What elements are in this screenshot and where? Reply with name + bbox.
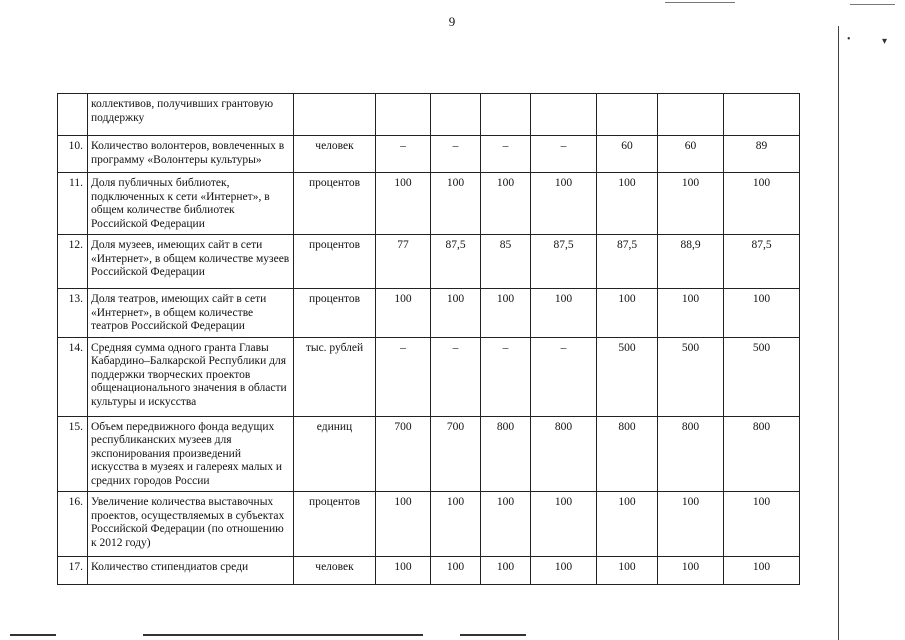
unit-cell: процентов — [294, 492, 376, 557]
value-cell: 100 — [658, 557, 724, 585]
value-cell: 89 — [724, 136, 800, 173]
value-cell: 100 — [376, 557, 431, 585]
indicator-name: Доля публичных библиотек, подключенных к сети «Интернет», в общем количестве библиотек Российской Федерации — [88, 173, 294, 235]
indicator-name: Количество стипендиатов среди — [88, 557, 294, 585]
indicator-name: коллективов, получивших грантовую поддержку — [88, 94, 294, 136]
value-cell: – — [376, 337, 431, 416]
row-number: 10. — [58, 136, 88, 173]
value-cell: – — [531, 136, 597, 173]
value-cell: 500 — [724, 337, 800, 416]
row-number: 17. — [58, 557, 88, 585]
footer-line — [10, 634, 56, 636]
value-cell: 700 — [431, 416, 481, 492]
scan-artifact-line — [850, 4, 895, 5]
value-cell: 100 — [481, 289, 531, 338]
value-cell: 800 — [658, 416, 724, 492]
value-cell: 100 — [431, 492, 481, 557]
scan-artifact-line — [665, 2, 735, 3]
value-cell: 100 — [658, 289, 724, 338]
value-cell: 100 — [431, 173, 481, 235]
value-cell — [658, 94, 724, 136]
value-cell: 100 — [531, 557, 597, 585]
row-number: 13. — [58, 289, 88, 338]
value-cell: 800 — [481, 416, 531, 492]
value-cell: 500 — [597, 337, 658, 416]
value-cell: 100 — [481, 173, 531, 235]
value-cell: 100 — [481, 492, 531, 557]
footer-line — [143, 634, 423, 636]
value-cell: 100 — [724, 289, 800, 338]
row-number: 14. — [58, 337, 88, 416]
value-cell: – — [531, 337, 597, 416]
page-number: 9 — [448, 14, 456, 29]
table-row — [58, 337, 800, 416]
value-cell: 700 — [376, 416, 431, 492]
value-cell — [431, 94, 481, 136]
unit-cell — [294, 94, 376, 136]
value-cell: 87,5 — [431, 235, 481, 289]
indicator-name: Доля театров, имеющих сайт в сети «Интернет», в общем количестве театров Российской Федерации — [88, 289, 294, 338]
value-cell: 100 — [376, 492, 431, 557]
value-cell: – — [431, 136, 481, 173]
value-cell: 100 — [597, 173, 658, 235]
table-row — [58, 235, 800, 289]
value-cell: 87,5 — [531, 235, 597, 289]
value-cell: – — [481, 136, 531, 173]
table-row — [58, 557, 800, 585]
row-number — [58, 94, 88, 136]
value-cell — [724, 94, 800, 136]
value-cell: 88,9 — [658, 235, 724, 289]
indicators-table — [57, 93, 800, 585]
value-cell: 100 — [724, 173, 800, 235]
value-cell — [376, 94, 431, 136]
indicator-name: Увеличение количества выставочных проектов, осуществляемых в субъектах Российской Федерации (по отношению к 2012 году) — [88, 492, 294, 557]
value-cell: 100 — [597, 289, 658, 338]
row-number: 15. — [58, 416, 88, 492]
unit-cell: процентов — [294, 235, 376, 289]
value-cell: 800 — [531, 416, 597, 492]
row-number: 11. — [58, 173, 88, 235]
value-cell: 100 — [376, 173, 431, 235]
unit-cell: процентов — [294, 173, 376, 235]
value-cell: 87,5 — [724, 235, 800, 289]
value-cell: 100 — [531, 173, 597, 235]
table-row — [58, 136, 800, 173]
value-cell: 100 — [658, 173, 724, 235]
unit-cell: человек — [294, 136, 376, 173]
value-cell: 100 — [724, 492, 800, 557]
value-cell: 100 — [597, 557, 658, 585]
value-cell: 85 — [481, 235, 531, 289]
value-cell — [531, 94, 597, 136]
indicator-name: Объем передвижного фонда ведущих республиканских музеев для экспонирования произведений искусства в музеях и галереях малых и средних городов России — [88, 416, 294, 492]
indicator-name: Средняя сумма одного гранта Главы Кабардино–Балкарской Республики для поддержки творческих проектов общенационального значения в области культуры и искусства — [88, 337, 294, 416]
value-cell: 100 — [597, 492, 658, 557]
indicator-name: Количество волонтеров, вовлеченных в программу «Волонтеры культуры» — [88, 136, 294, 173]
value-cell: 100 — [531, 289, 597, 338]
value-cell: – — [431, 337, 481, 416]
unit-cell: процентов — [294, 289, 376, 338]
margin-mark: • — [847, 34, 851, 45]
value-cell: 60 — [597, 136, 658, 173]
value-cell: – — [376, 136, 431, 173]
table-row — [58, 416, 800, 492]
value-cell — [481, 94, 531, 136]
value-cell: 87,5 — [597, 235, 658, 289]
value-cell: 100 — [531, 492, 597, 557]
table-row — [58, 289, 800, 338]
value-cell: 500 — [658, 337, 724, 416]
right-margin-line — [838, 26, 839, 640]
margin-mark: ▾ — [882, 36, 888, 47]
value-cell: 100 — [658, 492, 724, 557]
row-number: 12. — [58, 235, 88, 289]
indicator-name: Доля музеев, имеющих сайт в сети «Интернет», в общем количестве музеев Российской Федерации — [88, 235, 294, 289]
unit-cell: человек — [294, 557, 376, 585]
value-cell: 77 — [376, 235, 431, 289]
value-cell — [597, 94, 658, 136]
table-row — [58, 173, 800, 235]
value-cell: 800 — [597, 416, 658, 492]
unit-cell: тыс. рублей — [294, 337, 376, 416]
value-cell: 100 — [481, 557, 531, 585]
value-cell: 100 — [431, 557, 481, 585]
value-cell: 60 — [658, 136, 724, 173]
unit-cell: единиц — [294, 416, 376, 492]
value-cell: – — [481, 337, 531, 416]
row-number: 16. — [58, 492, 88, 557]
value-cell: 800 — [724, 416, 800, 492]
value-cell: 100 — [376, 289, 431, 338]
value-cell: 100 — [724, 557, 800, 585]
table-row — [58, 492, 800, 557]
footer-line — [460, 634, 526, 636]
value-cell: 100 — [431, 289, 481, 338]
table-row — [58, 94, 800, 136]
